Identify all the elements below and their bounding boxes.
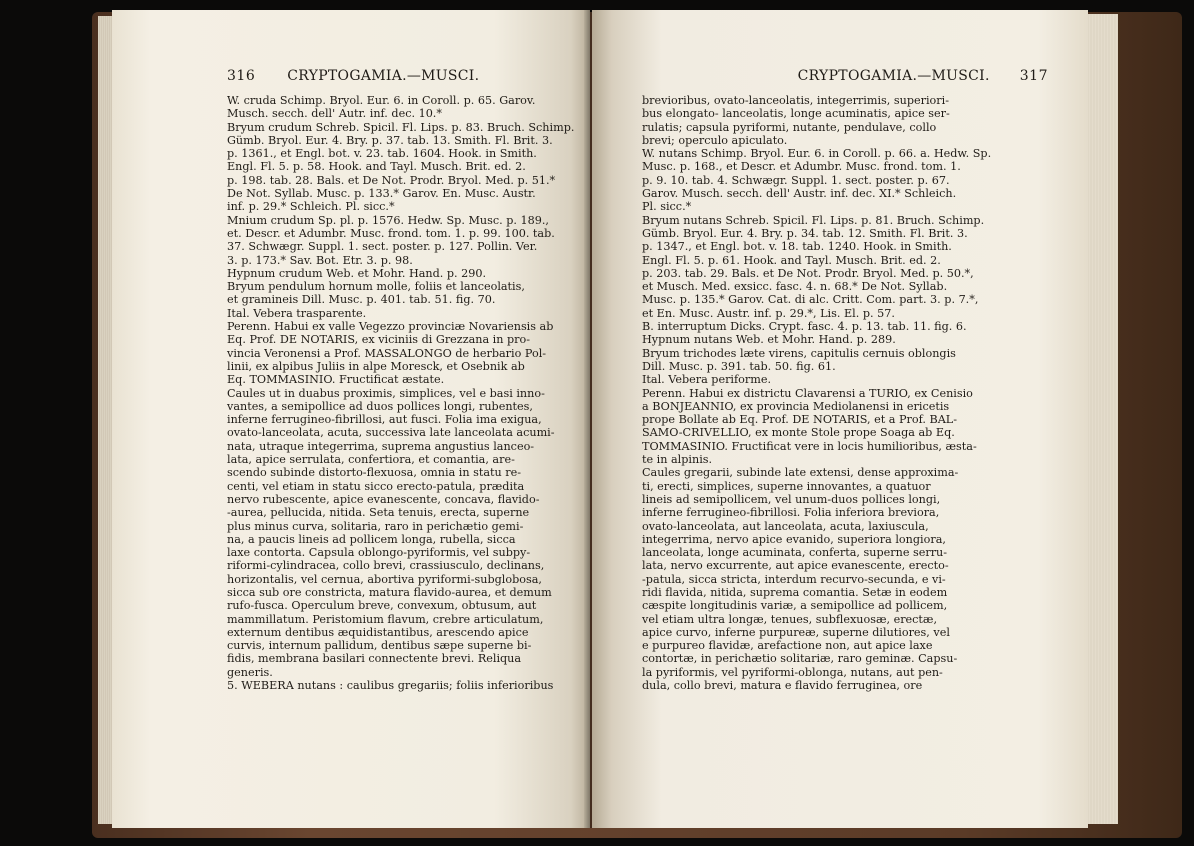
left-text-line: vantes, a semipollice ad duos pollices longi, rubentes, [227,399,533,413]
right-text-line: brevi; operculo apiculato. [642,133,788,147]
right-text-line: SAMO-CRIVELLIO, ex monte Stole prope Soaga ab Eq. [642,426,955,440]
left-text-line: 5. WEBERA nutans : caulibus gregariis; foliis inferioribus [227,679,554,693]
left-text-line: fidis, membrana basilari connectente brevi. Reliqua [227,652,522,666]
left-text-line: sicca sub ore constricta, matura flavido-aurea, et demum [227,585,552,599]
right-text-line: dula, collo brevi, matura e flavido ferruginea, ore [642,679,923,693]
right-text-line: Dill. Musc. p. 391. tab. 50. fig. 61. [642,359,836,373]
left-text-line: De Not. Syllab. Musc. p. 133.* Garov. En. Musc. Austr. [227,187,536,201]
right-text-line: et En. Musc. Austr. inf. p. 29.*, Lis. El. p. 57. [642,306,895,320]
left-text-line: W. cruda Schimp. Bryol. Eur. 6. in Coroll. p. 65. Garov. [227,94,536,107]
left-text-line: Perenn. Habui ex valle Vegezzo provinciæ Novariensis ab [227,320,554,334]
left-page-text [227,94,575,693]
right-text-line: Perenn. Habui ex districtu Clavarensi a TURIO, ex Cenisio [642,386,973,400]
right-page-number: 317 [1019,68,1048,84]
right-text-line: Garov. Musch. secch. dell' Austr. inf. dec. XI.* Schleich. [642,187,957,201]
left-text-line: inf. p. 29.* Schleich. Pl. sicc.* [227,200,395,214]
right-text-line: p. 203. tab. 29. Bals. et De Not. Prodr. Bryol. Med. p. 50.*, [642,266,974,280]
right-text-line: -patula, sicca stricta, interdum recurvo-secunda, e vi- [642,572,946,586]
right-text-line: integerrima, nervo apice evanido, superiora longiora, [642,532,946,546]
left-running-title: CRYPTOGAMIA.—MUSCI. [287,68,480,84]
left-text-line: linii, ex alpibus Juliis in alpe Moresck, et Osebnik ab [227,359,525,373]
right-text-line: lanceolata, longe acuminata, conferta, superne serru- [642,546,948,560]
right-text-line: Bryum trichodes læte virens, capitulis cernuis oblongis [642,346,956,360]
left-text-line: et gramineis Dill. Musc. p. 401. tab. 51. fig. 70. [227,293,496,307]
right-text-line: Hypnum nutans Web. et Mohr. Hand. p. 289. [642,333,896,347]
left-text-line: generis. [227,665,273,679]
left-text-line: Hypnum crudum Web. et Mohr. Hand. p. 290. [227,266,487,280]
right-text-line: apice curvo, inferne purpureæ, superne dilutiores, vel [642,625,950,639]
right-text-line: la pyriformis, vel pyriformi-oblonga, nutans, aut pen- [642,665,943,679]
left-text-line: 3. p. 173.* Sav. Bot. Etr. 3. p. 98. [227,253,413,267]
right-text-line: ovato-lanceolata, aut lanceolata, acuta, laxiuscula, [642,519,929,533]
left-text-line: Caules ut in duabus proximis, simplices, vel e basi inno- [227,386,545,400]
left-text-line: lata, apice serrulata, confertiora, et comantia, are- [227,453,515,467]
left-text-line: plus minus curva, solitaria, raro in perichætio gemi- [227,519,524,533]
left-text-line: p. 1361., et Engl. bot. v. 23. tab. 1604. Hook. in Smith. [227,147,537,161]
right-text-line: Pl. sicc.* [642,200,692,214]
left-text-line: laxe contorta. Capsula oblongo-pyriformis, vel subpy- [227,546,531,560]
left-text-line: nata, utraque integerrima, suprema angustius lanceo- [227,439,535,453]
left-text-line: externum dentibus æquidistantibus, arescendo apice [227,625,529,639]
left-text-line: centi, vel etiam in statu sicco erecto-patula, prædita [227,479,525,493]
right-text-line: contortæ, in perichætio solitariæ, raro geminæ. Capsu- [642,652,958,666]
right-text-line: ridi flavida, nitida, suprema comantia. Setæ in eodem [642,585,948,599]
left-text-line: inferne ferrugineo-fibrillosi, aut fusci. Folia ima exigua, [227,413,542,427]
left-text-line: -aurea, pellucida, nitida. Seta tenuis, erecta, superne [227,506,530,520]
right-text-line: B. interruptum Dicks. Crypt. fasc. 4. p. 13. tab. 11. fig. 6. [642,320,967,334]
left-text-line: Gümb. Bryol. Eur. 4. Bry. p. 37. tab. 13. Smith. Fl. Brit. 3. [227,133,553,147]
left-text-line: Eq. TOMMASINIO. Fructificat æstate. [227,373,445,387]
right-text-line: p. 9. 10. tab. 4. Schwægr. Suppl. 1. sect. poster. p. 67. [642,173,950,187]
left-text-line: p. 198. tab. 28. Bals. et De Not. Prodr. Bryol. Med. p. 51.* [227,173,556,187]
left-text-line: Bryum crudum Schreb. Spicil. Fl. Lips. p. 83. Bruch. Schimp. [227,120,575,134]
right-text-line: Caules gregarii, subinde late extensi, dense approxima- [642,466,959,480]
left-page-number: 316 [227,68,256,84]
right-text-line: W. nutans Schimp. Bryol. Eur. 6. in Coroll. p. 66. a. Hedw. Sp. [642,147,992,161]
right-text-line: Musc. p. 135.* Garov. Cat. di alc. Critt. Com. part. 3. p. 7.*, [642,293,979,307]
left-page-header [227,68,550,84]
right-text-line: inferne ferrugineo-fibrillosi. Folia inferiora breviora, [642,506,940,520]
right-text-line: lata, nervo excurrente, aut apice evanescente, erecto- [642,559,949,573]
left-text-line: curvis, internum pallidum, dentibus sæpe superne bi- [227,639,532,653]
right-text-line: cæspite longitudinis variæ, a semipollice ad pollicem, [642,599,948,613]
left-text-line: 37. Schwægr. Suppl. 1. sect. poster. p. 127. Pollin. Ver. [227,240,538,254]
right-text-line: bus elongato- lanceolatis, longe acuminatis, apice ser- [642,107,950,121]
left-text-line: nervo rubescente, apice evanescente, concava, flavido- [227,492,540,506]
left-text-line: na, a paucis lineis ad pollicem longa, rubella, sicca [227,532,516,546]
left-text-line: scendo subinde distorto-flexuosa, omnia in statu re- [227,466,522,480]
right-text-line: a BONJEANNIO, ex provincia Mediolanensi in ericetis [642,399,950,413]
right-text-line: Gümb. Bryol. Eur. 4. Bry. p. 34. tab. 12. Smith. Fl. Brit. 3. [642,226,968,240]
right-page-text [642,94,1048,692]
right-text-line: ti, erecti, simplices, superne innovantes, a quatuor [642,479,931,493]
right-text-line: Ital. Vebera periforme. [642,373,772,387]
left-page [112,10,590,828]
right-text-line: e purpureo flavidæ, arefactione non, aut apice laxe [642,639,933,653]
right-text-line: rulatis; capsula pyriformi, nutante, pendulave, collo [642,120,937,134]
left-text-line: Bryum pendulum hornum molle, foliis et lanceolatis, [227,280,525,294]
left-text-line: horizontalis, vel cernua, abortiva pyriformi-subglobosa, [227,572,542,586]
left-text-line: Mnium crudum Sp. pl. p. 1576. Hedw. Sp. Musc. p. 189., [227,213,549,227]
right-text-line: vel etiam ultra longæ, tenues, subflexuosæ, erectæ, [642,612,937,626]
right-text-line: te in alpinis. [642,453,713,467]
right-text-line: prope Bollate ab Eq. Prof. DE NOTARIS, et a Prof. BAL- [642,413,958,427]
right-text-line: lineis ad semipollicem, vel unum-duos pollices longi, [642,492,941,506]
left-text-line: vincia Veronensi a Prof. MASSALONGO de herbario Pol- [227,346,547,360]
right-running-title: CRYPTOGAMIA.—MUSCI. [797,68,990,84]
left-text-line: Eq. Prof. DE NOTARIS, ex viciniis di Grezzana in pro- [227,333,531,347]
right-text-line: brevioribus, ovato-lanceolatis, integerrimis, superiori- [642,94,949,107]
right-text-line: et Musch. Med. exsicc. fasc. 4. n. 68.* De Not. Syllab. [642,280,948,294]
left-text-line: Musch. secch. dell' Autr. inf. dec. 10.* [227,107,442,121]
right-text-line: Bryum nutans Schreb. Spicil. Fl. Lips. p. 81. Bruch. Schimp. [642,213,985,227]
left-text-line: Engl. Fl. 5. p. 58. Hook. and Tayl. Musch. Brit. ed. 2. [227,160,526,174]
right-text-line: Engl. Fl. 5. p. 61. Hook. and Tayl. Musch. Brit. ed. 2. [642,253,941,267]
left-text-line: et. Descr. et Adumbr. Musc. frond. tom. 1. p. 99. 100. tab. [227,226,555,240]
left-text-line: Ital. Vebera trasparente. [227,306,367,320]
right-text-line: TOMMASINIO. Fructificat vere in locis humilioribus, æsta- [642,439,977,453]
left-text-line: mammillatum. Peristomium flavum, crebre articulatum, [227,612,544,626]
right-page-header [642,68,1048,84]
left-text-line: rufo-fusca. Operculum breve, convexum, obtusum, aut [227,599,537,613]
page-edges-right [1088,14,1118,824]
right-page [592,10,1088,828]
left-text-line: ovato-lanceolata, acuta, successiva late lanceolata acumi- [227,426,555,440]
right-text-line: p. 1347., et Engl. bot. v. 18. tab. 1240. Hook. in Smith. [642,240,952,254]
left-text-line: riformi-cylindracea, collo brevi, crassiusculo, declinans, [227,559,545,573]
right-text-line: Musc. p. 168., et Descr. et Adumbr. Musc. frond. tom. 1. [642,160,961,174]
